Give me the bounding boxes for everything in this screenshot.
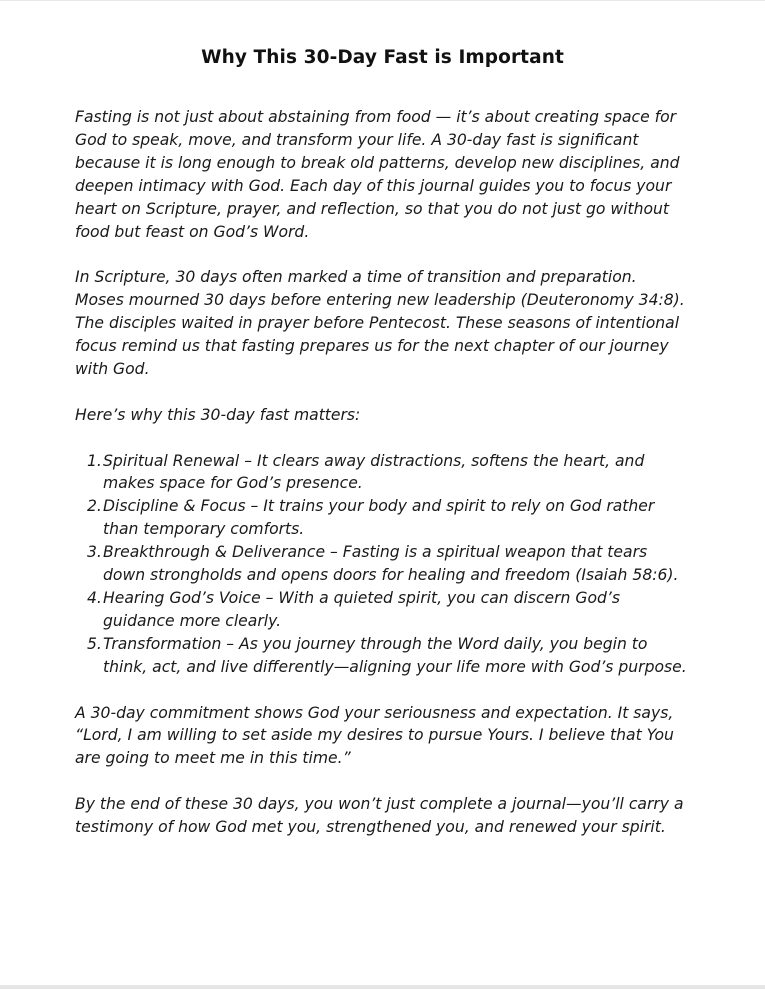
document-body [75,106,690,862]
list-item-number: 1. [87,451,102,470]
list-item-text: Transformation – As you journey through the Word daily, you begin to think, act, and live differently—aligning your life more with God’s purpose. [103,634,687,676]
commitment-paragraph: A 30-day commitment shows God your seriousness and expectation. It says, “Lord, I am willing to set aside my desires to pursue Yours. I believe that You are going to meet me in this time.” [75,703,674,768]
list-item [75,495,690,541]
list-item-text: Breakthrough & Deliverance – Fasting is a spiritual weapon that tears down strongholds and opens doors for healing and freedom (Isaiah 58:6). [103,543,679,585]
page-bottom-edge [0,985,765,989]
list-item [75,633,690,679]
list-item-text: Spiritual Renewal – It clears away distractions, softens the heart, and makes space for God’s presence. [103,451,645,493]
list-item-number: 3. [87,543,102,562]
list-item-text: Discipline & Focus – It trains your body and spirit to rely on God rather than temporary comforts. [103,497,655,539]
intro-paragraph: Fasting is not just about abstaining from food — it’s about creating space for God to speak, move, and transform your life. A 30-day fast is significant because it is long enough to break old patterns, develop new disciplines, and deepen intimacy with God. Each day of this journal guides you to focus your heart on Scripture, prayer, and reflection, so that you do not just go without food but feast on God’s Word. [75,108,680,241]
scripture-paragraph: In Scripture, 30 days often marked a time of transition and preparation. Moses mourned 30 days before entering new leadership (Deuteronomy 34:8). The disciples waited in prayer before Pentecost. These seasons of intentional focus remind us that fasting prepares us for the next chapter of our journey with God. [75,268,685,378]
list-item [75,541,690,587]
list-intro-paragraph: Here’s why this 30-day fast matters: [75,405,361,424]
page-title: Why This 30-Day Fast is Important [201,47,564,68]
list-item-number: 5. [87,634,102,653]
list-item-number: 2. [87,497,102,516]
conclusion-paragraph: By the end of these 30 days, you won’t just complete a journal—you’ll carry a testimony of how God met you, strengthened you, and renewed your spirit. [75,795,684,837]
list-item [75,587,690,633]
list-item [75,450,690,496]
list-item-number: 4. [87,588,102,607]
reasons-list [75,450,690,679]
list-item-text: Hearing God’s Voice – With a quieted spirit, you can discern God’s guidance more clearly. [103,588,620,630]
